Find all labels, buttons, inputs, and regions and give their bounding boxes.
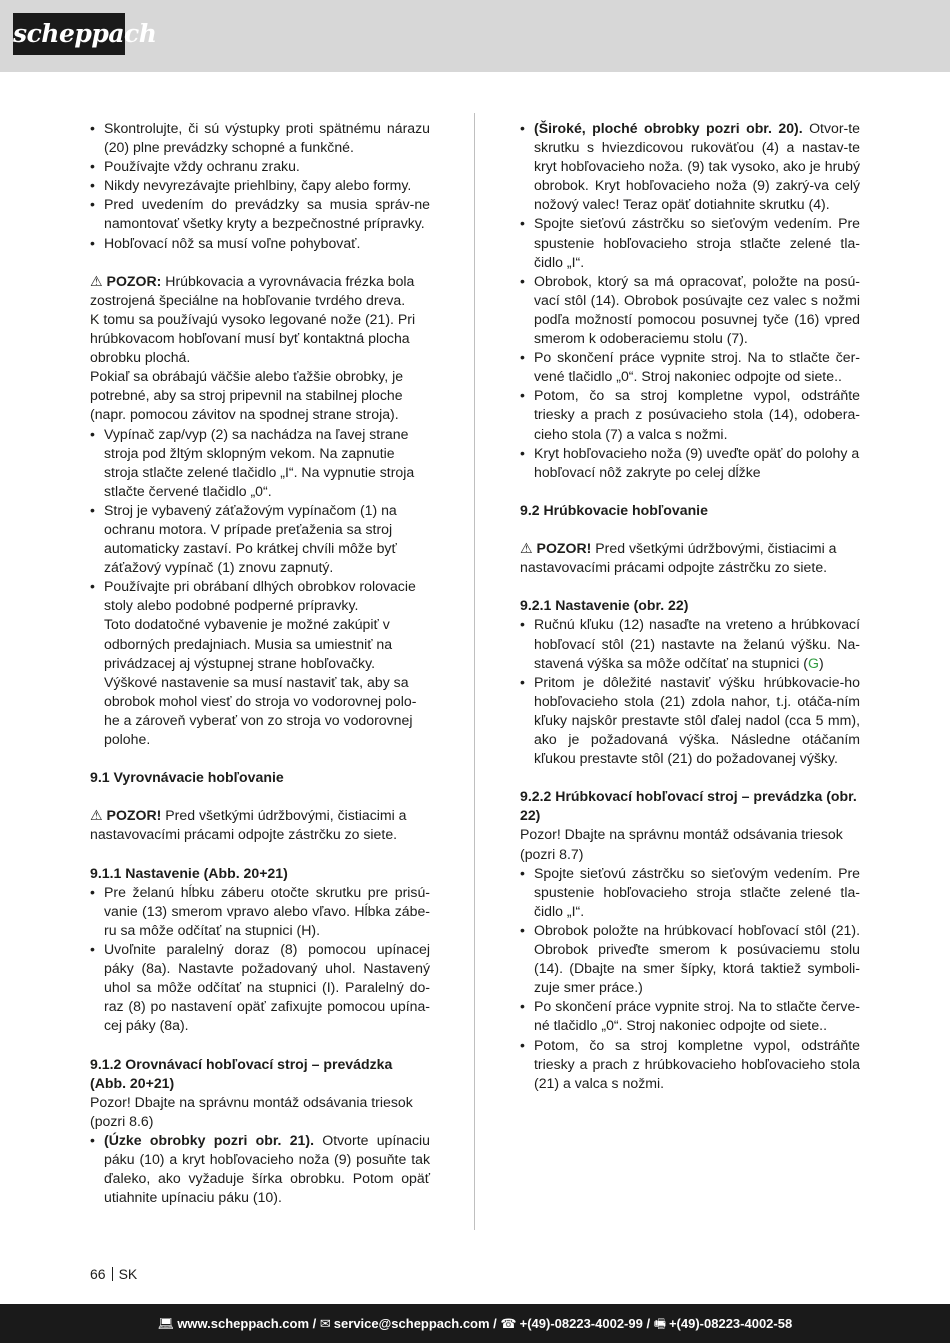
warning-text: Pred všetkými údržbovými, čistiacimi a nastavovacími prácami odpojte zástrčku zo siete. xyxy=(90,807,407,843)
list-item: • Po skončení práce vypnite stroj. Na to stlačte červe-né tlačidlo „0“. Stroj nakoniec odpojte od siete.. xyxy=(520,997,860,1035)
list-item: • Stroj je vybavený záťažovým vypínačom (1) na ochranu motora. V prípade preťaženia sa stroj automaticky zastaví. Po krátkej chvíli môže byť záťažový vypínač (1) znovu zapnutý. xyxy=(90,501,430,577)
mail-icon: ✉ xyxy=(319,1316,331,1331)
warning-label: ⚠ POZOR! xyxy=(520,540,592,557)
column-divider xyxy=(474,113,475,1230)
warning-paragraph xyxy=(90,806,430,844)
list-item: • Pred uvedením do prevádzky sa musia správ-ne namontovať všetky kryty a bezpečnostné prípravky. xyxy=(90,195,430,233)
paragraph: Pozor! Dbajte na správnu montáž odsávania triesok (pozri 8.6) xyxy=(90,1093,413,1129)
paragraph: Pokiaľ sa obrábajú väčšie alebo ťažšie obrobky, je potrebné, aby sa stroj pripevnil na stabilnej ploche (napr. pomocou závitov na spodnej strane stroja). xyxy=(90,368,404,423)
list-item: • Hobľovací nôž sa musí voľne pohybovať. xyxy=(90,234,430,253)
list-item-continuation: Toto dodatočné vybavenie je možné zakúpiť v odborných predajniach. Musia sa umiestniť na privádzacej aj výstupnej strane hobľovačky. Výškové nastavenie sa musí nastaviť tak, aby sa obrobok mohol viesť do stroja vo vodorovnej polo-he a zároveň vyberať von zo stroja vo vodorovnej polohe. xyxy=(104,616,417,747)
list-item-text: Otvor-te skrutku s hviezdicovou rukoväťou (4) a nastav-te kryt hobľovacieho noža. (9) tak vysoko, ako je hrubý obrobok. Kryt hobľovacieho noža (9) zakrý-va celý nožový valec! Teraz opäť dotiahnite skrutku (4). xyxy=(534,120,860,213)
warning-text: Hrúbkovacia a vyrovnávacia frézka bola zostrojená špeciálne na hobľovanie tvrdého dreva. xyxy=(90,272,415,308)
bullet-list-safety xyxy=(90,119,430,253)
warning-label: ⚠ POZOR: xyxy=(90,272,162,289)
warning-paragraph xyxy=(520,539,860,577)
left-column xyxy=(90,119,430,1207)
list-item: • Vypínač zap/vyp (2) sa nachádza na ľavej strane stroja pod žltým sklopným vekom. Na zapnutie stroja stlačte zelené tlačidlo „I“. Na vypnutie stroja stlačte červené tlačidlo „0“. xyxy=(90,425,430,501)
warning-label: ⚠ POZOR! xyxy=(90,807,162,824)
list-item: • Pre želanú hĺbku záberu otočte skrutku pre prisú-vanie (13) smerom vpravo alebo vľavo. Hĺbka zábe-ru sa môže odčítať na stupnici (H). xyxy=(90,883,430,940)
phone-icon: ☎ xyxy=(500,1316,517,1331)
brand-logo: scheppach xyxy=(13,13,125,55)
subsection-heading: 9.1.2 Orovnávací hobľovací stroj – prevádzka (Abb. 20+21) xyxy=(90,1055,393,1091)
bullet-list-operation xyxy=(90,425,430,750)
warning-text: Pred všetkými údržbovými, čistiacimi a nastavovacími prácami odpojte zástrčku zo siete. xyxy=(520,540,837,576)
list-item: • Spojte sieťovú zástrčku so sieťovým vedením. Pre spustenie hobľovacieho stroja stlačte zelené tla-čidlo „I“. xyxy=(520,214,860,271)
right-column xyxy=(520,119,860,1093)
bullet-list-narrow xyxy=(90,1131,430,1207)
footer-fax: +(49)-08223-4002-58 xyxy=(668,1316,793,1331)
paragraph: Pozor! Dbajte na správnu montáž odsávania triesok (pozri 8.7) xyxy=(520,826,843,862)
list-item: • Potom, čo sa stroj kompletne vypol, odstráňte triesky a prach z posúvacieho stola (14), odobera-cieho stola (7) a valca s nožmi. xyxy=(520,386,860,443)
list-item: • Spojte sieťovú zástrčku so sieťovým vedením. Pre spustenie hobľovacieho stroja stlačte zelené tla-čidlo „I“. xyxy=(520,864,860,921)
subsection-heading: 9.2.1 Nastavenie (obr. 22) xyxy=(520,597,689,614)
list-item-text: Ručnú kľuku (12) nasaďte na vreteno a hrúbkovací hobľovací stôl (21) nastavte na želanú výšku. Na-stavená výška sa môže odčítať na stupnici ( xyxy=(534,616,860,671)
list-item: • Kryt hobľovacieho noža (9) uveďte opäť do polohy a hobľovací nôž zakryte po celej dĺžke xyxy=(520,444,860,482)
header-bar xyxy=(0,0,950,72)
list-item xyxy=(90,1131,430,1207)
bullet-list-thickness-setup xyxy=(520,615,860,768)
list-item: • Uvoľnite paralelný doraz (8) pomocou upínacej páky (8a). Nastavte požadovaný uhol. Nastavený uhol sa môže odčítať na stupnici (I). Paralelný do-raz (8) po nastavení opäť zafixujte pomocou upína-cej páky (8a). xyxy=(90,940,430,1035)
section-heading: 9.2 Hrúbkovacie hobľovanie xyxy=(520,501,708,518)
list-item xyxy=(520,615,860,672)
paragraph: K tomu sa používajú vysoko legované nože (21). Pri hrúbkovacom hobľovaní musí byť kontaktná plocha obrobku plochá. xyxy=(90,310,416,366)
list-item-bold: (Široké, ploché obrobky pozri obr. 20). xyxy=(534,120,803,136)
list-item: • Obrobok položte na hrúbkovací hobľovací stôl (21). Obrobok priveďte smerom k posúvaciemu stolu (14). (Dbajte na smer šípky, ktorá taktiež symboli-zuje smer práce.) xyxy=(520,921,860,997)
footer-bar xyxy=(0,1304,950,1343)
footer-phone: +(49)-08223-4002-99 / xyxy=(519,1316,651,1331)
page-number xyxy=(90,1265,137,1283)
list-item-bold: (Úzke obrobky pozri obr. 21). xyxy=(104,1131,314,1148)
bullet-list-thickness-operation xyxy=(520,864,860,1093)
list-item xyxy=(90,577,430,749)
bullet-list-wide xyxy=(520,119,860,482)
bullet-list-setup xyxy=(90,883,430,1036)
scale-letter: G xyxy=(807,654,819,671)
page-language: SK xyxy=(118,1266,138,1282)
subsection-heading: 9.1.1 Nastavenie (Abb. 20+21) xyxy=(90,864,288,881)
footer-email[interactable]: service@scheppach.com / xyxy=(333,1316,497,1331)
list-item xyxy=(520,119,860,214)
list-item: • Používajte vždy ochranu zraku. xyxy=(90,157,430,176)
fax-icon: 🖷︎ xyxy=(653,1316,666,1331)
list-item: • Po skončení práce vypnite stroj. Na to stlačte čer-vené tlačidlo „0“. Stroj nakoniec odpojte od siete.. xyxy=(520,348,860,386)
page-number-value: 66 xyxy=(90,1266,106,1282)
page-separator xyxy=(112,1267,113,1281)
list-item: • Pritom je dôležité nastaviť výšku hrúbkovacie-ho hobľovacieho stola (21) zdola nahor, t.j. otáča-ním kľuky najskôr prestavte stôl ďalej nadol (cca 5 mm), ako je požadovaná výška. Následne otáčaním kľukou prestavte stôl (21) do požadovanej výšky. xyxy=(520,673,860,768)
list-item-text: Používajte pri obrábaní dlhých obrobkov rolovacie stoly alebo podobné podperné prípravky. xyxy=(104,578,416,614)
list-item: • Obrobok, ktorý sa má opracovať, položte na posú-vací stôl (14). Obrobok posúvajte cez valec s nožmi podľa možností pomocou posuvnej tyče (16) vpred smerom k odoberaciemu stolu (7). xyxy=(520,272,860,348)
list-item-text: Otvorte upínaciu páku (10) a kryt hobľovacieho noža (9) posuňte tak ďaleko, ako vyžaduje šírka obrobku. Potom opäť utiahnite upínaciu páku (10). xyxy=(104,1131,430,1206)
list-item: • Skontrolujte, či sú výstupky proti spätnému nárazu (20) plne prevádzky schopné a funkčné. xyxy=(90,119,430,157)
section-heading: 9.1 Vyrovnávacie hobľovanie xyxy=(90,769,284,786)
list-item-text-end: ) xyxy=(818,654,824,671)
list-item: • Potom, čo sa stroj kompletne vypol, odstráňte triesky a prach z hrúbkovacieho hobľovacieho stola (21) a valca s nožmi. xyxy=(520,1036,860,1093)
warning-paragraph xyxy=(90,272,430,310)
computer-icon: 💻︎ xyxy=(157,1316,175,1331)
list-item: • Nikdy nevyrezávajte priehlbiny, čapy alebo formy. xyxy=(90,176,430,195)
subsection-heading: 9.2.2 Hrúbkovací hobľovací stroj – prevádzka (obr. 22) xyxy=(520,788,857,824)
footer-website[interactable]: www.scheppach.com / xyxy=(177,1316,317,1331)
